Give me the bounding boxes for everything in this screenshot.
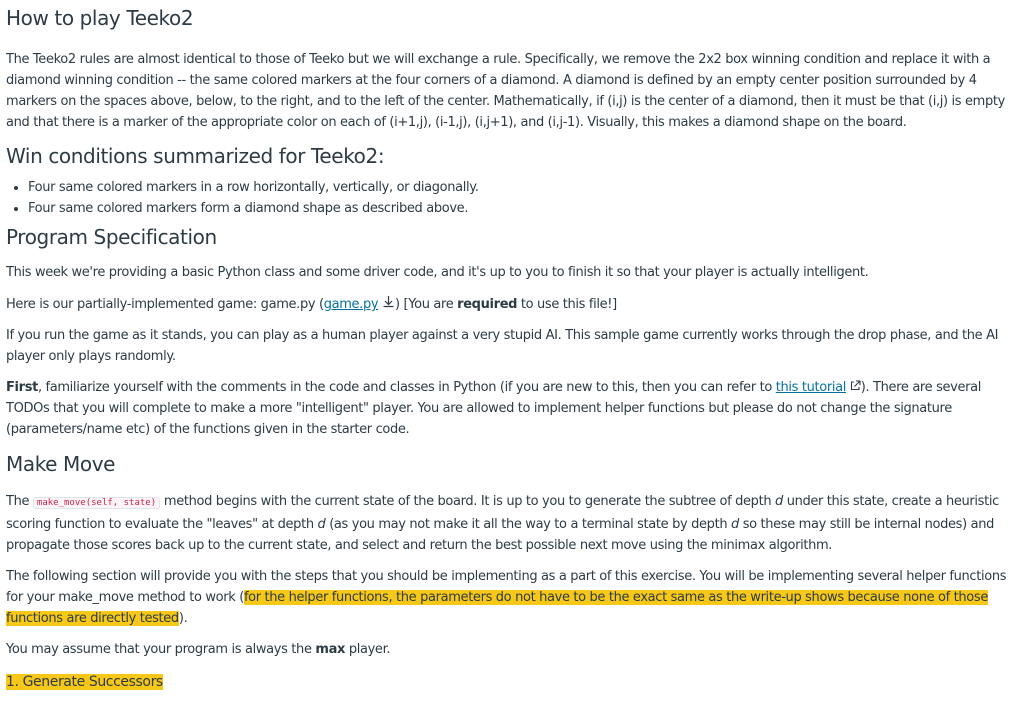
max-player-paragraph: You may assume that your program is always the max player. — [6, 642, 391, 657]
make-move-heading: Make Move — [6, 452, 116, 476]
spec-paragraph: First, familiarize yourself with the comments in the code and classes in Python (if you are new to this, then you can refer to this tutorial ). There are several TODOs that you will complete to make a more "intelligent" player. You are allowed to implement helper functions but please do not change the signature (parameters/name etc) of the functions given in the starter code. — [6, 377, 1018, 440]
tutorial-link[interactable]: this tutorial — [775, 380, 846, 395]
helper-functions-paragraph: The following section will provide you with the steps that you should be implementing as a part of this exercise. You will be implementing several helper functions for your make_move method to work (for the helper functions, the parameters do not have to be the exact same as the write-up shows because none of those functions are directly tested). — [6, 569, 1007, 626]
code-snippet: make_move(self, state) — [33, 497, 160, 509]
intro-paragraph: The Teeko2 rules are almost identical to those of Teeko but we will exchange a rule. Specifically, we remove the 2x2 box winning condition and replace it with a diamond winning condition -- the same colored markers at the four corners of a diamond. A diamond is defined by an empty center position surrounded by 4 markers on the spaces above, below, to the right, and to the left of the center. Mathematically, if (i,j) is the center of a diamond, then it must be that (i,j) is empty and that there is a marker of the appropriate color on each of (i+1,j), (i-1,j), (i,j+1), and (i,j-1). Visually, this makes a diamond shape on the board. — [6, 52, 1005, 130]
external-link-icon[interactable] — [850, 377, 861, 398]
generate-successors-heading: 1. Generate Successors — [6, 674, 163, 690]
download-icon[interactable] — [382, 294, 395, 315]
assignment-content — [0, 6, 1024, 693]
win-conditions-heading: Win conditions summarized for Teeko2: — [6, 144, 385, 168]
list-item: • Four same colored markers form a diamond shape as described above. — [28, 198, 1018, 219]
spec-paragraph: If you run the game as it stands, you can play as a human player against a very stupid AI. This sample game currently works through the drop phase, and the AI player only plays randomly. — [6, 328, 999, 364]
spec-paragraph: This week we're providing a basic Python class and some driver code, and it's up to you to finish it so that your player is actually intelligent. — [6, 265, 869, 280]
starter-file-paragraph: Here is our partially-implemented game: game.py (game.py ) [You are required to use this file!] — [6, 294, 1018, 315]
highlighted-note: for the helper functions, the parameters do not have to be the exact same as the write-up shows because none of those functions are directly tested — [6, 590, 988, 626]
game-py-download-link[interactable]: game.py — [323, 297, 379, 312]
win-conditions-list — [6, 177, 1018, 219]
make-move-paragraph: The make_move(self, state) method begins with the current state of the board. It is up to you to generate the subtree of depth d under this state, create a heuristic scoring function to evaluate the "leaves" at depth d (as you may not make it all the way to a terminal state by depth d so these may still be internal nodes) and propagate those scores back up to the current state, and select and return the best possible next move using the minimax algorithm. — [6, 494, 999, 553]
page-title: How to play Teeko2 — [6, 6, 194, 30]
program-spec-heading: Program Specification — [6, 225, 217, 249]
list-item: • Four same colored markers in a row horizontally, vertically, or diagonally. — [28, 177, 1018, 198]
